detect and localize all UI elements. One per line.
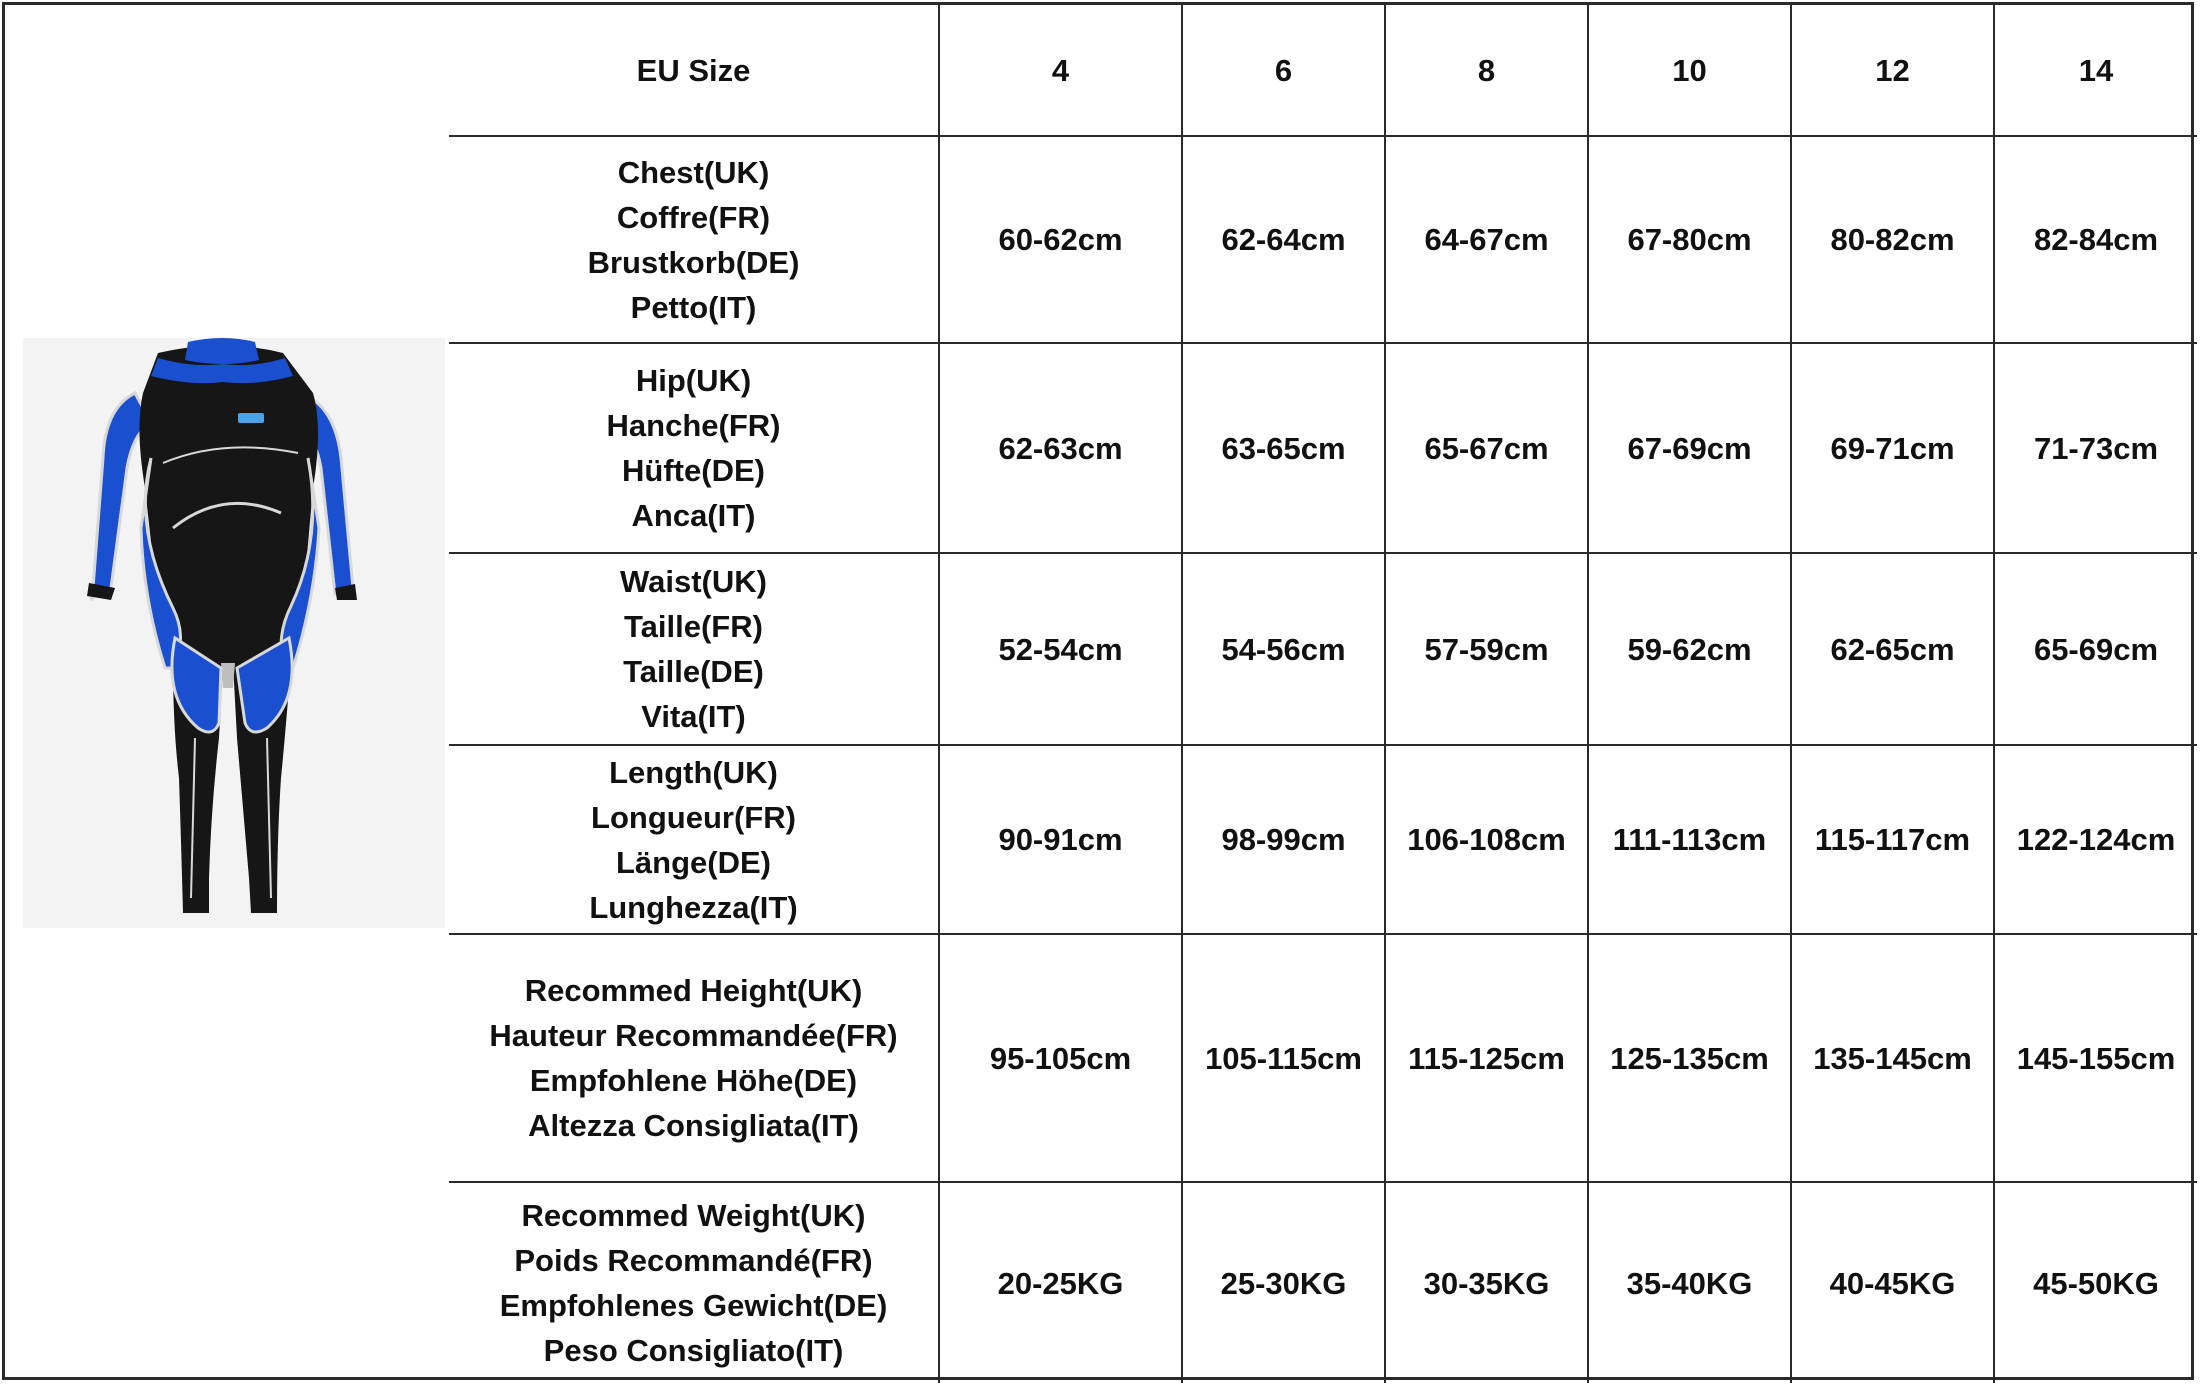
length-row <box>449 745 2197 934</box>
value-cell: 67-69cm <box>1588 343 1791 553</box>
size-header-8: 8 <box>1385 5 1588 136</box>
value-cell: 20-25KG <box>939 1182 1182 1383</box>
value-cell: 95-105cm <box>939 934 1182 1182</box>
value-cell: 65-67cm <box>1385 343 1588 553</box>
product-image-panel <box>5 5 449 1383</box>
header-row <box>449 5 2197 136</box>
value-cell: 25-30KG <box>1182 1182 1385 1383</box>
value-cell: 90-91cm <box>939 745 1182 934</box>
eu-size-label: EU Size <box>636 52 751 88</box>
size-chart <box>2 2 2194 1380</box>
chest-row <box>449 136 2197 343</box>
height-row <box>449 934 2197 1182</box>
value-cell: 65-69cm <box>1994 553 2197 745</box>
wetsuit-photo <box>23 338 445 928</box>
value-cell: 82-84cm <box>1994 136 2197 343</box>
value-cell: 30-35KG <box>1385 1182 1588 1383</box>
value-cell: 67-80cm <box>1588 136 1791 343</box>
value-cell: 64-67cm <box>1385 136 1588 343</box>
value-cell: 63-65cm <box>1182 343 1385 553</box>
value-cell: 52-54cm <box>939 553 1182 745</box>
value-cell: 40-45KG <box>1791 1182 1994 1383</box>
value-cell: 62-64cm <box>1182 136 1385 343</box>
value-cell: 122-124cm <box>1994 745 2197 934</box>
row-label-cell: Length(UK) Longueur(FR) Länge(DE) Lunghezza(IT) <box>449 745 939 934</box>
row-label-cell: Hip(UK) Hanche(FR) Hüfte(DE) Anca(IT) <box>449 343 939 553</box>
hip-row <box>449 343 2197 553</box>
value-cell: 145-155cm <box>1994 934 2197 1182</box>
value-cell: 54-56cm <box>1182 553 1385 745</box>
value-cell: 115-125cm <box>1385 934 1588 1182</box>
header-label-cell <box>449 5 939 136</box>
value-cell: 111-113cm <box>1588 745 1791 934</box>
row-label-cell: Recommed Height(UK) Hauteur Recommandée(FR) Empfohlene Höhe(DE) Altezza Consigliata(IT) <box>449 934 939 1182</box>
value-cell: 62-63cm <box>939 343 1182 553</box>
weight-row <box>449 1182 2197 1383</box>
value-cell: 45-50KG <box>1994 1182 2197 1383</box>
value-cell: 106-108cm <box>1385 745 1588 934</box>
value-cell: 135-145cm <box>1791 934 1994 1182</box>
value-cell: 80-82cm <box>1791 136 1994 343</box>
size-header-6: 6 <box>1182 5 1385 136</box>
size-header-12: 12 <box>1791 5 1994 136</box>
size-header-14: 14 <box>1994 5 2197 136</box>
value-cell: 115-117cm <box>1791 745 1994 934</box>
value-cell: 35-40KG <box>1588 1182 1791 1383</box>
wetsuit-illustration <box>23 338 445 928</box>
value-cell: 125-135cm <box>1588 934 1791 1182</box>
row-label-cell: Waist(UK) Taille(FR) Taille(DE) Vita(IT) <box>449 553 939 745</box>
size-table <box>449 5 2197 1383</box>
value-cell: 62-65cm <box>1791 553 1994 745</box>
waist-row <box>449 553 2197 745</box>
value-cell: 59-62cm <box>1588 553 1791 745</box>
row-label-cell: Chest(UK) Coffre(FR) Brustkorb(DE) Petto(IT) <box>449 136 939 343</box>
row-label-cell: Recommed Weight(UK) Poids Recommandé(FR) Empfohlenes Gewicht(DE) Peso Consigliato(IT) <box>449 1182 939 1383</box>
value-cell: 60-62cm <box>939 136 1182 343</box>
size-header-4: 4 <box>939 5 1182 136</box>
value-cell: 57-59cm <box>1385 553 1588 745</box>
value-cell: 69-71cm <box>1791 343 1994 553</box>
value-cell: 98-99cm <box>1182 745 1385 934</box>
size-header-10: 10 <box>1588 5 1791 136</box>
value-cell: 71-73cm <box>1994 343 2197 553</box>
value-cell: 105-115cm <box>1182 934 1385 1182</box>
